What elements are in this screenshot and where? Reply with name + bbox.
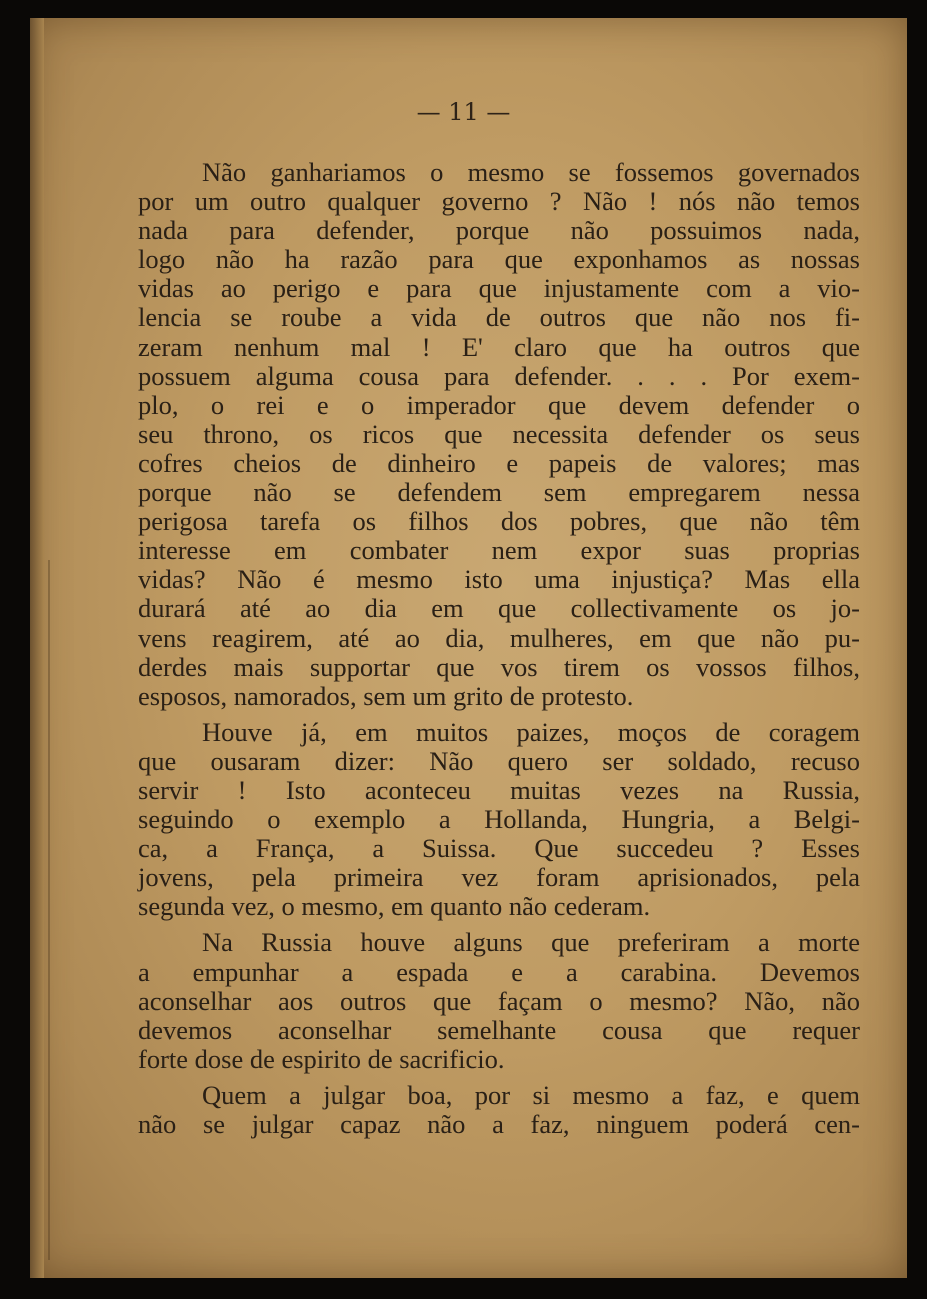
text-line: esposos, namorados, sem um grito de protesto. [138,680,634,711]
paragraph-1 [138,158,860,711]
text-line: aconselhar aos outros que façam o mesmo? Não, não [138,985,860,1016]
page-text [138,158,860,1146]
text-line: interesse em combater nem expor suas proprias [138,535,860,566]
paragraph-4 [138,1081,860,1139]
text-line: possuem alguma cousa para defender. . . . Por exem- [138,360,860,391]
text-line: Não ganhariamos o mesmo se fossemos governados [202,157,860,187]
text-line: jovens, pela primeira vez foram aprisionados, pela [138,862,860,893]
text-line: ca, a França, a Suissa. Que succedeu ? Esses [138,833,860,864]
text-line: porque não se defendem sem empregarem nessa [138,477,860,508]
text-line: logo não ha razão para que exponhamos as nossas [138,244,860,275]
text-line: seu throno, os ricos que necessita defender os seus [138,418,860,449]
text-line: a empunhar a espada e a carabina. Devemos [138,956,860,987]
book-gutter [30,18,44,1278]
text-line: cofres cheios de dinheiro e papeis de valores; mas [138,447,860,478]
text-line: por um outro qualquer governo ? Não ! nós não temos [138,186,860,217]
text-line: Quem a julgar boa, por si mesmo a faz, e quem [202,1079,860,1110]
text-line: que ousaram dizer: Não quero ser soldado, recuso [138,745,860,776]
text-line: Houve já, em muitos paizes, moços de coragem [202,716,860,747]
text-line: Na Russia houve alguns que preferiram a morte [202,927,860,958]
text-line: perigosa tarefa os filhos dos pobres, que não têm [138,506,860,537]
text-line: lencia se roube a vida de outros que não nos fi- [138,302,860,333]
text-line: não se julgar capaz não a faz, ninguem poderá cen- [138,1109,860,1139]
text-line: servir ! Isto aconteceu muitas vezes na Russia, [138,774,860,805]
paragraph-2 [138,718,860,922]
paragraph-3 [138,928,860,1073]
page-fold [48,560,50,1260]
text-line: segunda vez, o mesmo, em quanto não cederam. [138,891,651,922]
text-line: vidas ao perigo e para que injustamente com a vio- [138,273,860,304]
text-line: nada para defender, porque não possuimos nada, [138,215,860,246]
text-line: vens reagirem, até ao dia, mulheres, em que não pu- [138,622,860,653]
text-line: devemos aconselhar semelhante cousa que requer [138,1014,860,1045]
text-line: durará até ao dia em que collectivamente os jo- [138,593,860,624]
text-line: zeram nenhum mal ! E' claro que ha outros que [138,331,860,362]
page-number: — 11 — [416,98,511,126]
text-line: forte dose de espirito de sacrificio. [138,1043,505,1074]
text-line: vidas? Não é mesmo isto uma injustiça? Mas ella [138,564,860,595]
text-line: plo, o rei e o imperador que devem defender o [138,389,860,420]
text-line: seguindo o exemplo a Hollanda, Hungria, a Belgi- [138,804,860,835]
text-line: derdes mais supportar que vos tirem os vossos filhos, [138,651,860,682]
